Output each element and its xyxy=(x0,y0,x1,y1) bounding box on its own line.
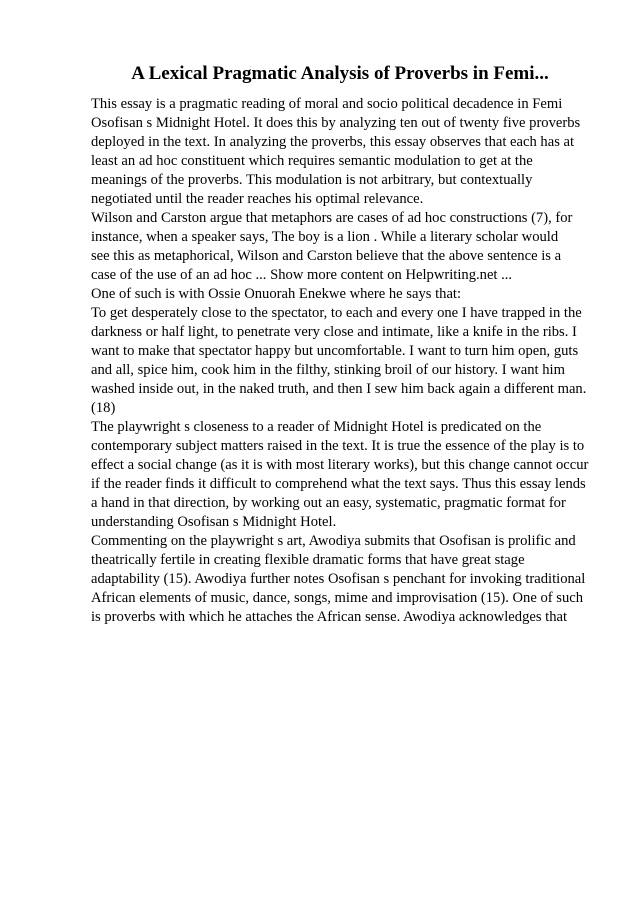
body-line: Commenting on the playwright s art, Awodiya submits that Osofisan is prolific and xyxy=(91,533,576,549)
document-title: A Lexical Pragmatic Analysis of Proverbs in Femi... xyxy=(131,63,549,84)
body-line: if the reader finds it difficult to comprehend what the text says. Thus this essay lends xyxy=(91,476,586,492)
body-line: instance, when a speaker says, The boy is a lion . While a literary scholar would xyxy=(91,229,559,245)
body-line: effect a social change (as it is with most literary works), but this change cannot occur xyxy=(91,457,589,473)
body-line: African elements of music, dance, songs, mime and improvisation (15). One of such xyxy=(91,590,584,606)
body-line: (18) xyxy=(91,400,116,416)
body-line: The playwright s closeness to a reader of Midnight Hotel is predicated on the xyxy=(91,419,542,435)
body-line: This essay is a pragmatic reading of moral and socio political decadence in Femi xyxy=(91,96,563,112)
body-line: theatrically fertile in creating flexible dramatic forms that have great stage xyxy=(91,552,525,568)
body-line: least an ad hoc constituent which requires semantic modulation to get at the xyxy=(91,153,533,169)
body-line: negotiated until the reader reaches his optimal relevance. xyxy=(91,191,424,207)
body-line: To get desperately close to the spectator, to each and every one I have trapped in the xyxy=(91,305,582,321)
body-line: washed inside out, in the naked truth, and then I sew him back again a different man. xyxy=(91,381,587,397)
body-line: meanings of the proverbs. This modulation is not arbitrary, but contextually xyxy=(91,172,533,188)
body-line: and all, spice him, cook him in the filthy, stinking broil of our history. I want him xyxy=(91,362,565,378)
body-line: Wilson and Carston argue that metaphors are cases of ad hoc constructions (7), for xyxy=(91,210,573,226)
body-line: want to make that spectator happy but uncomfortable. I want to turn him open, guts xyxy=(91,343,579,359)
body-line: a hand in that direction, by working out an easy, systematic, pragmatic format for xyxy=(91,495,566,511)
body-line: deployed in the text. In analyzing the proverbs, this essay observes that each has at xyxy=(91,134,575,150)
body-line: Osofisan s Midnight Hotel. It does this by analyzing ten out of twenty five proverbs xyxy=(91,115,581,131)
body-line: see this as metaphorical, Wilson and Carston believe that the above sentence is a xyxy=(91,248,562,264)
body-line: adaptability (15). Awodiya further notes Osofisan s penchant for invoking traditional xyxy=(91,571,586,587)
body-line: is proverbs with which he attaches the African sense. Awodiya acknowledges that xyxy=(91,609,568,625)
body-line: contemporary subject matters raised in the text. It is true the essence of the play is to xyxy=(91,438,585,454)
document-body xyxy=(91,95,588,627)
body-line: case of the use of an ad hoc ... Show more content on Helpwriting.net ... xyxy=(91,267,513,283)
body-line: One of such is with Ossie Onuorah Enekwe where he says that: xyxy=(91,286,462,302)
body-line: understanding Osofisan s Midnight Hotel. xyxy=(91,514,337,530)
body-line: darkness or half light, to penetrate very close and intimate, like a knife in the ribs. I xyxy=(91,324,577,340)
